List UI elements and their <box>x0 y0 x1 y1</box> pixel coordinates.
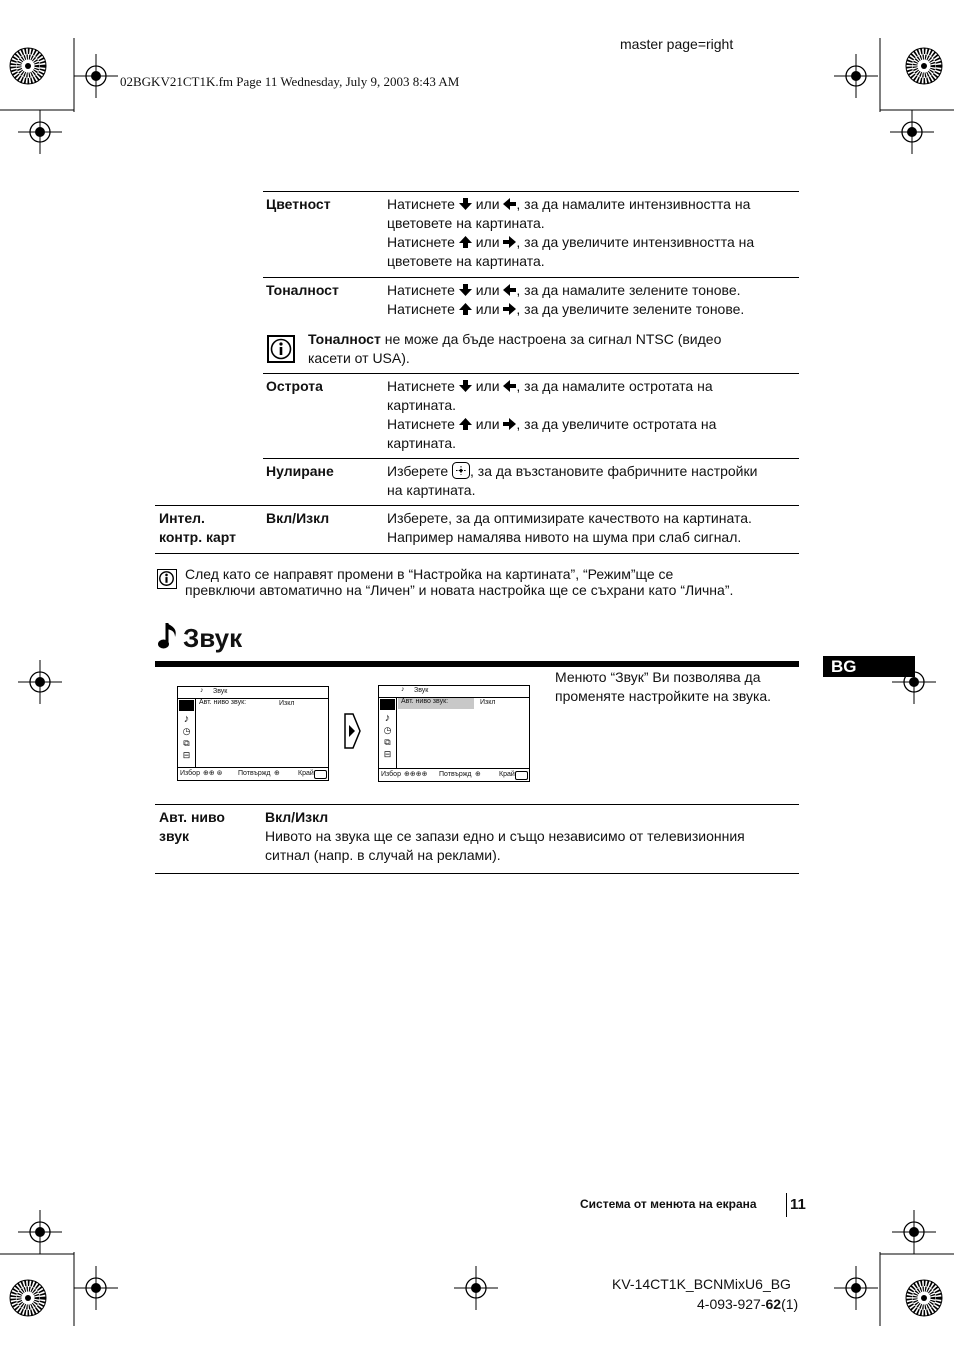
table-rule <box>155 804 799 805</box>
ok-icon: ⊕ <box>475 771 481 778</box>
row-label-hue: Тоналност <box>266 282 339 298</box>
ok-button-icon <box>452 462 470 479</box>
down-arrow-icon <box>459 284 472 296</box>
menu-icon-column <box>379 697 397 768</box>
menu-title: Звук <box>213 688 228 695</box>
row-label-color: Цветност <box>266 196 331 212</box>
sound-icon: ♪ <box>183 713 190 725</box>
picture-note: След като се направят промени в “Настройка на картината”, “Режим”ще се превключи автоматично на “Личен” и новата настройка ще се съхрани като “Лична”. <box>185 566 734 598</box>
menu-screen-after <box>378 685 530 782</box>
left-arrow-icon <box>503 380 516 392</box>
footer-divider <box>786 1193 787 1217</box>
picture-icon <box>380 699 395 710</box>
left-arrow-icon <box>503 198 516 210</box>
left-arrow-icon <box>503 284 516 296</box>
row-desc-reset: Изберете , за да възстановите фабричните настройки на картината. <box>387 463 758 498</box>
desc-line: Натиснете или , за да увеличите интензивността на <box>387 234 755 250</box>
right-arrow-icon <box>503 236 516 248</box>
setup-icon: ⧉ <box>183 738 190 748</box>
menu-button-icon <box>515 771 528 780</box>
hue-note: Тоналност не може да бъде настроена за сигнал NTSC (видео касети от USA). <box>308 331 722 366</box>
page-number: 11 <box>790 1196 806 1213</box>
up-arrow-icon <box>459 303 472 315</box>
menu-icon-column <box>178 698 196 767</box>
master-page-label: master page=right <box>620 36 734 52</box>
row-desc-sharpness: Натиснете или , за да намалите остротата на картината. Натиснете или , за да увеличите остротата на картината. <box>387 378 717 451</box>
nav-arrows-icon: ⊕⊕ ⊛ <box>203 770 223 777</box>
model-number: KV-14CT1K_BCNMixU6_BG <box>612 1276 791 1292</box>
setup-icon: ⧉ <box>384 737 391 747</box>
desc-line: цветовете на картината. <box>387 253 545 269</box>
row-label-auto-volume: Авт. ниво звук <box>159 809 225 844</box>
menu-header <box>178 687 328 699</box>
preset-icon: ⊟ <box>182 750 191 760</box>
section-title: Звук <box>183 623 243 653</box>
menu-screen-before <box>177 686 329 781</box>
sound-icon: ♪ <box>200 687 204 694</box>
row-label-reset: Нулиране <box>266 463 334 479</box>
menu-item-value: Изкл <box>480 699 496 706</box>
language-tab: BG <box>823 656 915 677</box>
table-rule <box>263 277 799 278</box>
sound-icon: ♪ <box>384 712 391 724</box>
picture-icon <box>179 700 194 711</box>
table-rule <box>155 873 799 874</box>
right-arrow-icon <box>503 303 516 315</box>
menu-item-value: Изкл <box>279 700 295 707</box>
row-label-sharpness: Острота <box>266 378 323 394</box>
row-sub-intel: Вкл/Изкл <box>266 510 330 526</box>
table-rule <box>263 191 799 192</box>
table-rule <box>155 505 799 506</box>
table-rule <box>155 553 799 554</box>
ok-icon: ⊕ <box>274 770 280 777</box>
right-arrow-icon <box>503 418 516 430</box>
menu-title: Звук <box>414 687 429 694</box>
down-arrow-icon <box>459 198 472 210</box>
up-arrow-icon <box>459 418 472 430</box>
down-arrow-icon <box>459 380 472 392</box>
desc-line: Натиснете или , за да намалите интензивността на <box>387 196 751 212</box>
sound-icon: ♪ <box>401 686 405 693</box>
file-info: 02BGKV21CT1K.fm Page 11 Wednesday, July 9, 2003 8:43 AM <box>120 74 460 89</box>
section-title-bar <box>155 661 799 667</box>
menu-item-label: Авт. ниво звук: <box>199 699 247 706</box>
menu-footer: Избор ⊕⊕ ⊛ Потвържд ⊕ Край <box>178 767 328 780</box>
clock-icon: ◷ <box>383 725 392 735</box>
row-desc-color <box>387 195 799 271</box>
menu-header <box>379 686 529 698</box>
menu-button-icon <box>314 770 327 779</box>
clock-icon: ◷ <box>182 726 191 736</box>
up-arrow-icon <box>459 236 472 248</box>
transition-arrow-icon <box>343 712 361 755</box>
info-icon <box>157 569 177 589</box>
nav-arrows-icon: ⊕⊕⊕⊕ <box>404 771 428 778</box>
product-code: 4-093-927-62(1) <box>697 1296 799 1312</box>
desc-line: Натиснете или , за да намалите зелените тонове. <box>387 282 741 298</box>
row-label-intel: Интел. контр. карт <box>159 510 237 545</box>
menu-footer: Избор ⊕⊕⊕⊕ Потвържд ⊕ Край <box>379 768 529 781</box>
footer-section-name: Система от менюта на екрана <box>580 1197 757 1211</box>
preset-icon: ⊟ <box>383 749 392 759</box>
desc-line: Натиснете или , за да увеличите зелените тонове. <box>387 301 745 317</box>
table-rule <box>263 373 799 374</box>
info-icon <box>267 335 295 363</box>
row-desc-hue <box>387 281 799 319</box>
table-rule <box>263 458 799 459</box>
row-desc-auto-volume: Вкл/Изкл Нивото на звука ще се запази едно и също независимо от телевизионния ситнал (напр. в случай на реклами). <box>265 809 745 863</box>
menu-item-label: Авт. ниво звук: <box>401 698 449 705</box>
row-desc-intel: Изберете, за да оптимизирате качеството на картината. Например намалява нивото на шума при слаб сигнал. <box>387 510 752 545</box>
music-note-icon <box>158 621 180 656</box>
sound-intro: Менюто “Звук” Ви позволява да променяте настройките на звука. <box>555 669 772 704</box>
desc-line: цветовете на картината. <box>387 215 545 231</box>
